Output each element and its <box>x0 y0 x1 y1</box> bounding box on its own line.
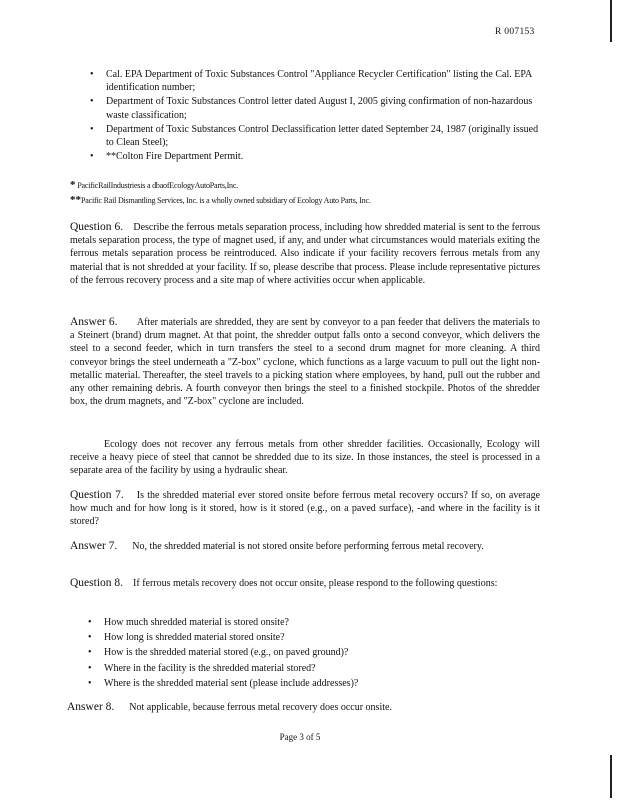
answer-8 <box>67 701 537 714</box>
question-label: Question 7. <box>70 489 124 501</box>
answer-text: Not applicable, because ferrous metal recovery does occur onsite. <box>129 702 392 713</box>
list-item: • How much shredded material is stored onsite? <box>88 616 528 629</box>
footnote-text: PacificRailIndustriesis a dbaofEcologyAutoParts,Inc. <box>77 181 238 190</box>
question-8 <box>70 577 540 590</box>
list-item: • Cal. EPA Department of Toxic Substances Control "Appliance Recycler Certification" listing the Cal. EPA identification number; <box>90 68 540 94</box>
footnote-text: Pacific Rail Dismantling Services, Inc. is a wholly owned subsidiary of Ecology Auto Parts, Inc. <box>81 196 371 205</box>
question-text: Describe the ferrous metals separation process, including how shredded material is sent to the ferrous metals separation process, the type of magnet used, if any, and under what circumstances would materials exiting the ferrous metals separation process be reintroduced. Also indicate if your facility recovers ferrous metals from any material that is not shredded at your facility. If so, please describe that process. Please include representative pictures of the ferrous recovery process and a site map of where activities occur when applicable. <box>70 222 540 286</box>
list-item: • How is the shredded material stored (e.g., on paved ground)? <box>88 646 528 659</box>
answer-text: No, the shredded material is not stored onsite before performing ferrous metal recovery. <box>132 541 484 552</box>
answer-text: After materials are shredded, they are sent by conveyor to a pan feeder that delivers the materials to a Steinert (brand) drum magnet. At that point, the shredder output falls onto a second conveyor, which delivers the steel to a second feeder, which in turn transfers the steel to a second drum magnet for more cleaning. A third conveyor brings the steel underneath a "Z-box" cyclone, which functions as a large vacuum to pull out the light non-metallic material. Thereafter, the steel travels to a picking station where employees, by hand, pull out the rubber and any other remaining debris. A fourth conveyor then brings the steel to a finished stockpile. Photos of the shredder box, the drum magnets, and "Z-box" cyclone are included. <box>70 317 540 408</box>
answer-6-paragraph-2: Ecology does not recover any ferrous metals from other shredder facilities. Occasionally, Ecology will receive a heavy piece of steel that cannot be shredded due to its size. In those instances, the steel is processed in a separate area of the facility by using a hydraulic shear. <box>70 439 540 477</box>
question-7 <box>70 489 540 529</box>
footnote-2 <box>70 195 371 206</box>
list-item: • **Colton Fire Department Permit. <box>90 150 540 163</box>
answer-7 <box>70 540 540 553</box>
list-item: • How long is shredded material stored onsite? <box>88 631 528 644</box>
footnote-mark: ** <box>70 194 81 206</box>
question-6 <box>70 221 540 287</box>
bates-number: R 007153 <box>495 27 535 37</box>
answer-6 <box>70 316 540 408</box>
page-edge-line-bottom <box>610 755 612 798</box>
question-8-list <box>88 616 528 692</box>
question-text: If ferrous metals recovery does not occur onsite, please respond to the following questions: <box>133 578 498 589</box>
question-label: Question 6. <box>70 221 124 233</box>
answer-label: Answer 6. <box>70 316 118 328</box>
answer-label: Answer 8. <box>67 701 115 713</box>
list-item: • Department of Toxic Substances Control Declassification letter dated September 24, 1987 (originally issued to Clean Steel); <box>90 123 540 149</box>
question-label: Question 8. <box>70 577 124 589</box>
answer-label: Answer 7. <box>70 540 118 552</box>
page-number: Page 3 of 5 <box>279 732 321 742</box>
footnote-mark: * <box>70 179 76 191</box>
footnote-1 <box>70 180 238 191</box>
page-edge-line-top <box>610 0 612 42</box>
list-item: • Where is the shredded material sent (please include addresses)? <box>88 677 528 690</box>
list-item: • Where in the facility is the shredded material stored? <box>88 662 528 675</box>
attachment-list <box>90 68 540 164</box>
question-text: Is the shredded material ever stored onsite before ferrous metal recovery occurs? If so, on average how much and for how long is it stored, how is it stored (e.g., on a paved surface), -and where in the facility is it stored? <box>70 490 541 528</box>
list-item: • Department of Toxic Substances Control letter dated August I, 2005 giving confirmation of non-hazardous waste classification; <box>90 95 540 121</box>
